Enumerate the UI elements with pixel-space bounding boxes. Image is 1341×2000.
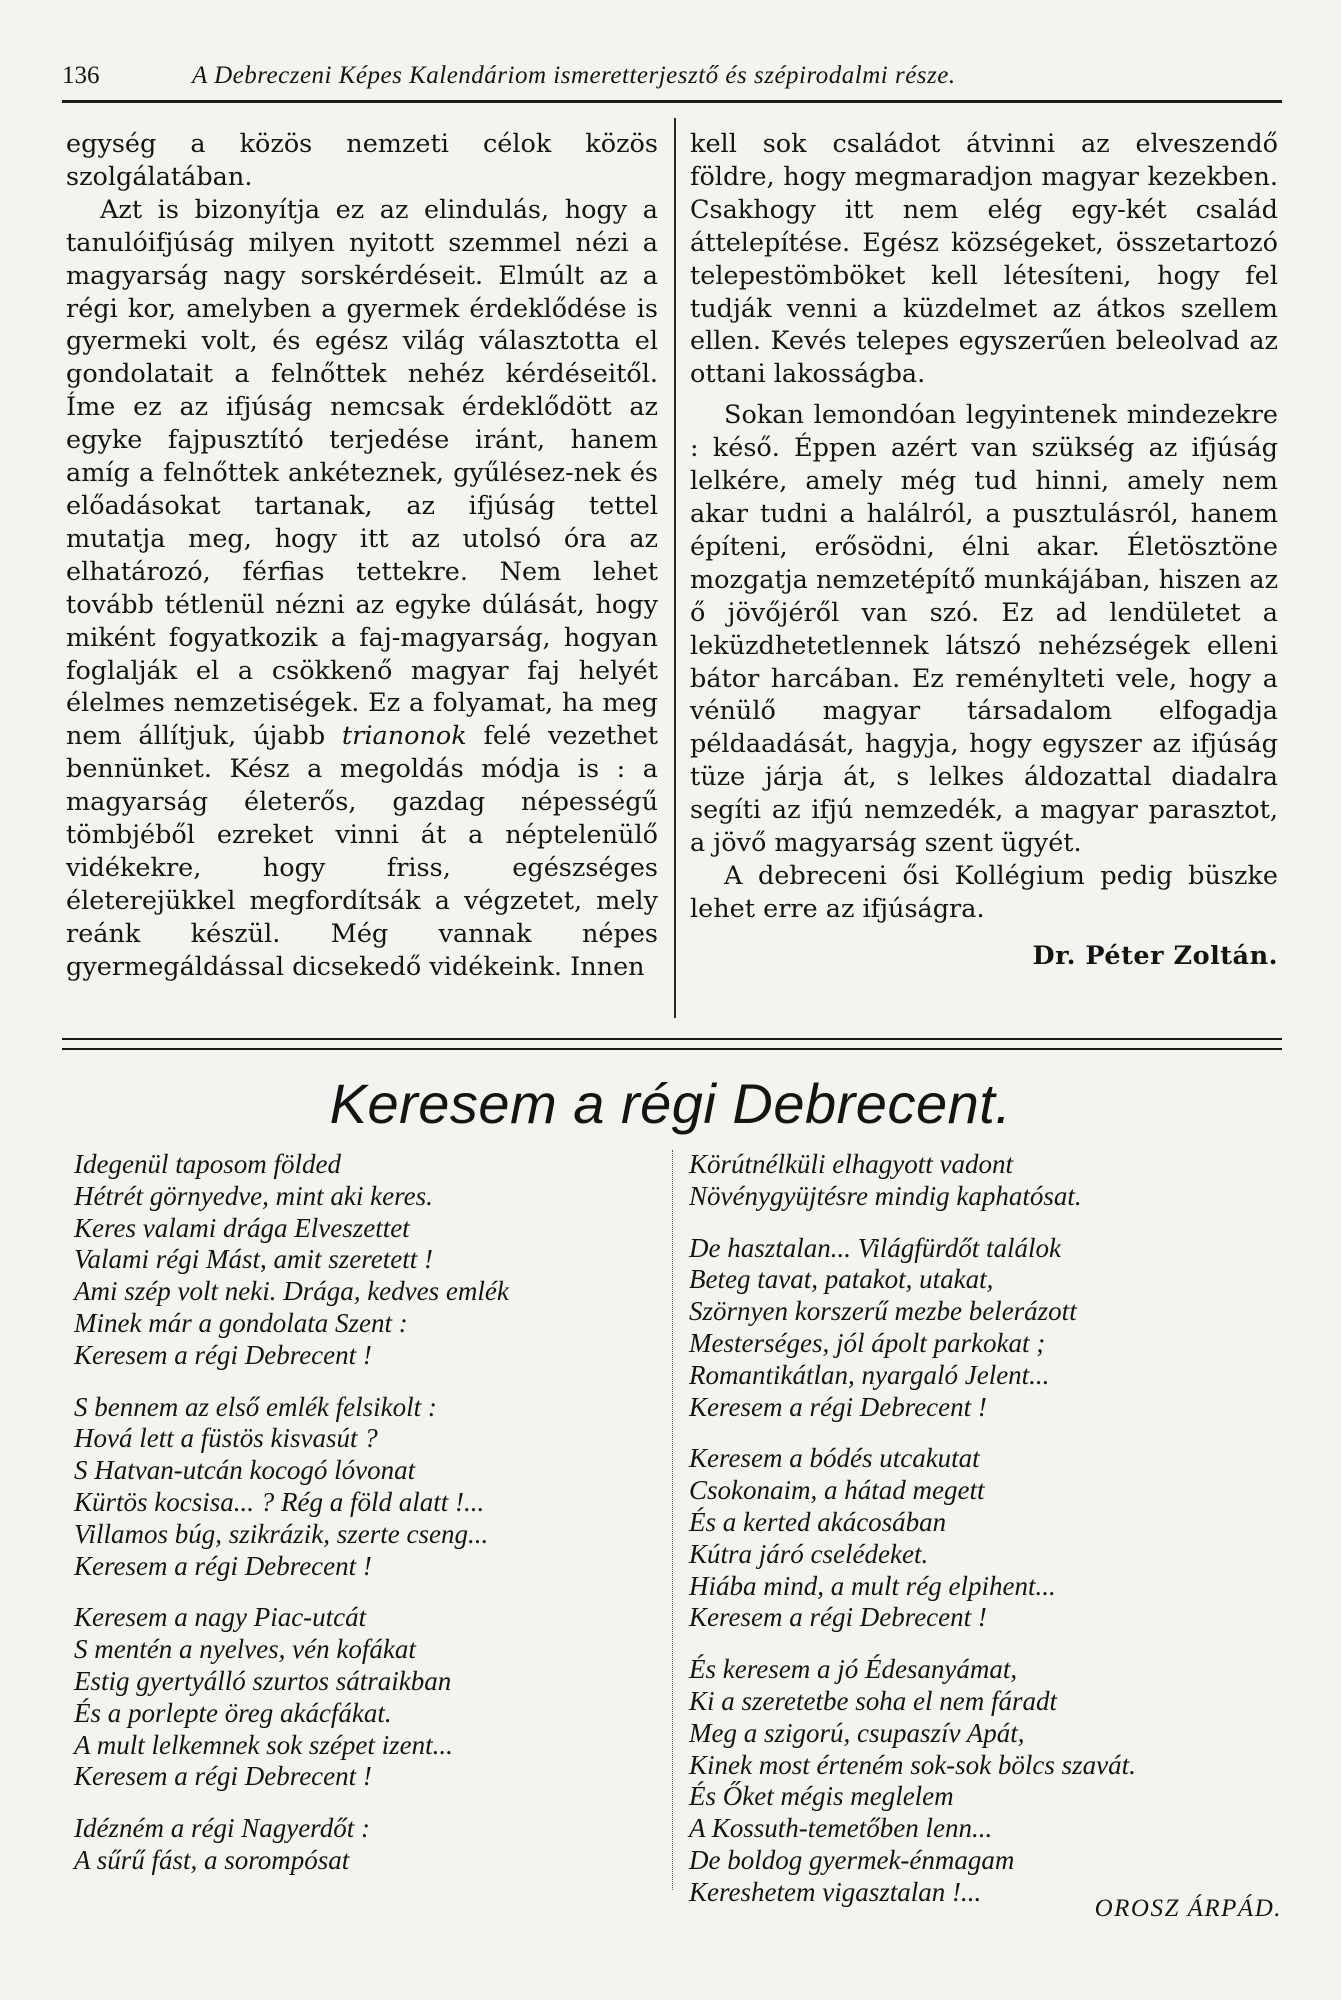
poem-line: Keresem a bódés utcakutat [689, 1443, 980, 1474]
column-divider [674, 118, 676, 1018]
header-rule [62, 100, 1282, 103]
poem-stanza [689, 1654, 1289, 1908]
poem-line: S bennem az első emlék felsikolt : [74, 1391, 437, 1422]
section-rule-bottom [62, 1048, 1282, 1050]
poem-stanza [74, 1149, 664, 1372]
poem-line: Keresem a régi Debrecent ! [74, 1761, 372, 1792]
poem-line: Keresem a régi Debrecent ! [74, 1550, 372, 1581]
poem-line: A Kossuth-temetőben lenn... [689, 1813, 993, 1844]
poem-stanza [74, 1813, 664, 1877]
article-signature: Dr. Péter Zoltán. [1032, 940, 1278, 971]
section-rule-top [62, 1038, 1282, 1040]
poem-line: Keresem a régi Debrecent ! [689, 1391, 987, 1422]
poem-line: Idézném a régi Nagyerdőt : [74, 1813, 370, 1844]
running-header [62, 62, 1282, 102]
poem-line: S Hatvan-utcán kocogó lóvonat [74, 1455, 416, 1486]
article-paragraph [66, 194, 658, 984]
poem-line: Csokonaim, a hátad megett [689, 1475, 985, 1506]
poem-line: Mesterséges, jól ápolt parkokat ; [689, 1327, 1046, 1358]
poem-line: Körútnélküli elhagyott vadont [689, 1149, 1013, 1179]
emphasized-word: trianonok [341, 721, 467, 752]
poem-line: És Őket mégis meglelem [689, 1781, 954, 1812]
poem-line: Idegenül taposom földed [74, 1149, 341, 1179]
poem-line: Növénygyüjtésre mindig kaphatósat. [689, 1180, 1082, 1211]
article-paragraph: Sokan lemondóan legyintenek mindezekre : késő. Éppen azért van szükség az ifjúság lelkére, amely még tud hinni, amely nem akar tudni a halálról, a pusztulásról, hanem építeni, erősödni, élni akar. Életösztöne mozgatja nemzetépítő munkájában, hiszen az ő jövőjéről van szó. Ez ad lendületet a leküzdhetetlennek látszó nehézségek elleni bátor harcában. Ez reménylteti vele, hogy a vénülő magyar társadalom elfogadja példaadását, hagyja, hogy egyszer az ifjúság tüze járja át, s lelkes áldozattal diadalra segíti az ifjú nemzedék, a magyar parasztot, a jövő magyarság szent ügyét. [690, 400, 1279, 859]
poem-stanza [74, 1602, 664, 1793]
poem-signature: OROSZ ÁRPÁD. [1094, 1895, 1282, 1922]
poem-line: És a kerted akácosában [689, 1506, 947, 1537]
article-paragraph: egység a közös nemzeti célok közös szolgálatában. [66, 129, 658, 192]
poem-line: Estig gyertyálló szurtos sátraikban [74, 1665, 452, 1696]
poem-line: Hová lett a füstös kisvasút ? [74, 1423, 378, 1454]
poem-line: Keresem a nagy Piac-utcát [74, 1602, 367, 1633]
poem-column-divider [672, 1150, 673, 1890]
poem-line: És keresem a jó Édesanyámat, [689, 1654, 1018, 1685]
poem-line: Minek már a gondolata Szent : [74, 1307, 408, 1338]
poem-right-column [689, 1149, 1289, 1929]
poem-line: Szörnyen korszerű mezbe belerázott [689, 1296, 1077, 1327]
poem-line: A mult lelkemnek sok szépet izent... [74, 1729, 453, 1760]
running-title: A Debreczeni Képes Kalendáriom ismeretterjesztő és szépirodalmi része. [192, 62, 956, 89]
poem-line: Keresem a régi Debrecent ! [74, 1339, 372, 1370]
poem-left-column [74, 1149, 664, 1897]
poem-line: Beteg tavat, patakot, utakat, [689, 1264, 994, 1295]
poem-line: Kürtös kocsisa... ? Rég a föld alatt !... [74, 1486, 485, 1517]
poem-line: Romantikátlan, nyargaló Jelent... [689, 1359, 1050, 1390]
poem-line: De hasztalan... Világfürdőt találok [689, 1232, 1061, 1263]
poem-title: Keresem a régi Debrecent. [329, 1072, 1012, 1135]
poem-line: Kútra járó cselédeket. [689, 1538, 929, 1569]
page-number: 136 [62, 62, 100, 89]
poem-line: Hétrét görnyedve, mint aki keres. [74, 1180, 433, 1211]
poem-line: Hiába mind, a mult rég elpihent... [689, 1570, 1056, 1601]
poem-line: És a porlepte öreg akácfákat. [74, 1697, 392, 1728]
article-paragraph: kell sok családot átvinni az elveszendő földre, hogy megmaradjon magyar kezekben. Csakhogy itt nem elég egy-két család áttelepítése. Egész községeket, összetartozó telepestömböket kell létesíteni, hogy fel tudják venni a küzdelmet az átkos szellem ellen. Kevés telepes egyszerűen beleolvad az ottani lakosságba. [690, 129, 1278, 390]
poem-stanza [689, 1443, 1289, 1634]
paragraph-text: Azt is bizonyítja ez az elindulás, hogy a tanulóifjúság milyen nyitott szemmel nézi a magyarság nagy sorskérdéseit. Elmúlt az a régi kor, amelyben a gyermek érdeklődése is gyermeki volt, és egész világ választotta el gondolatait a felnőttek nehéz kérdéseitől. Íme ez az ifjúság nemcsak érdeklődött az egyke fajpusztító terjedése iránt, hanem amíg a felnőttek ankéteznek, gyűlésez-nek és előadásokat tartanak, az ifjúság tettel mutatja meg, hogy itt az utolsó óra az elhatározó, férfias tettekre. Nem lehet tovább tétlenül nézni az egyke dúlását, hogy miként fogyatkozik a faj-magyarság, hogyan foglalják el a csökkenő magyar faj helyét élelmes nemzetiségek. Ez a folyamat, ha meg nem állítjuk, újabb [66, 194, 658, 752]
poem-stanza [689, 1233, 1289, 1424]
poem-line: Keresem a régi Debrecent ! [689, 1602, 987, 1633]
poem-line: Kereshetem vigasztalan !... [689, 1876, 982, 1907]
poem-line: Valami régi Mást, amit szeretett ! [74, 1244, 433, 1275]
poem-line: Ki a szeretetbe soha el nem fáradt [689, 1685, 1057, 1716]
article-right-column [690, 128, 1278, 973]
poem-line: Ami szép volt neki. Drága, kedves emlék [74, 1276, 509, 1307]
poem-line: Meg a szigorú, csupaszív Apát, [689, 1717, 1025, 1748]
paragraph-text: felé vezethet bennünket. Kész a megoldás módja is : a magyarság életerős, gazdag népességű tömbjéből ezreket vinni át a néptelenülő vidékekre, hogy friss, egészséges életerejükkel megfordítsák a végzetet, mely reánk készül. Még vannak népes gyermegáldással dicsekedő vidékeink. Innen [66, 721, 659, 982]
article-paragraph: A debreceni ősi Kollégium pedig büszke lehet erre az ifjúságra. [690, 860, 1278, 924]
poem-line: Villamos búg, szikrázik, szerte cseng... [74, 1518, 489, 1549]
poem-stanza [74, 1392, 664, 1583]
poem-stanza [689, 1149, 1289, 1213]
article-left-column [66, 128, 658, 984]
poem-line: De boldog gyermek-énmagam [689, 1844, 1015, 1875]
poem-line: A sűrű fást, a sorompósat [74, 1844, 350, 1875]
poem-line: Kinek most érteném sok-sok bölcs szavát. [689, 1749, 1136, 1780]
poem-line: S mentén a nyelves, vén kofákat [74, 1634, 416, 1665]
poem-line: Keres valami drága Elveszettet [74, 1212, 410, 1243]
